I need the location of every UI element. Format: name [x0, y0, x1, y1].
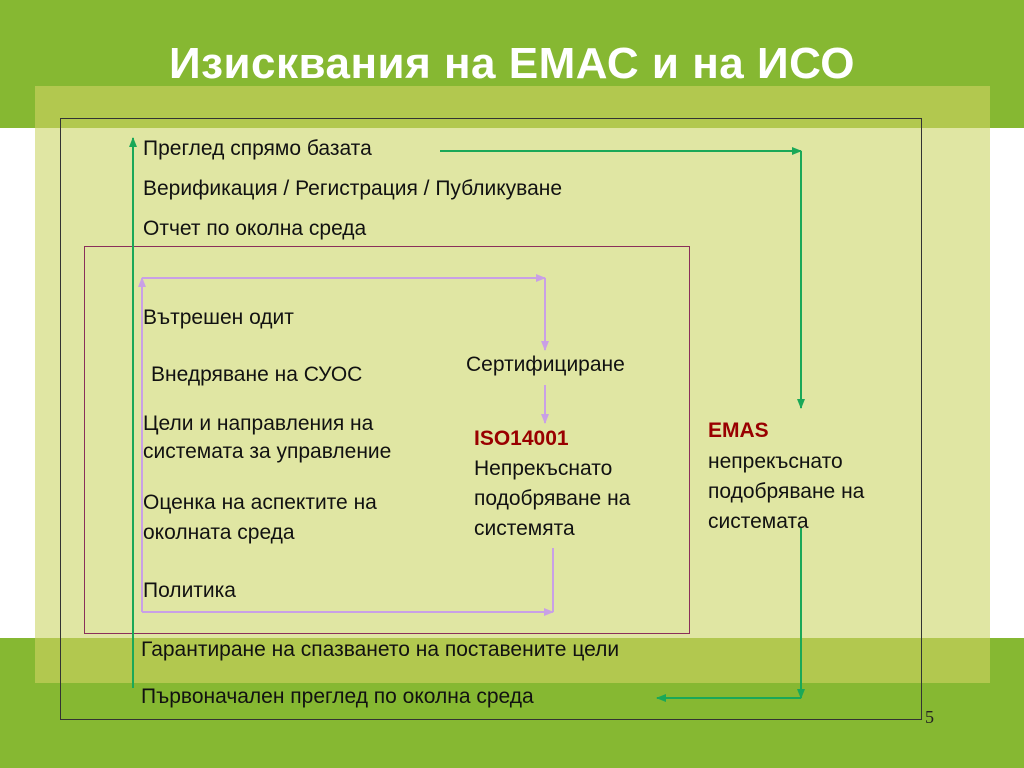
iso-box-line1: Непрекъснато	[474, 457, 613, 480]
step-aspects-line2: околната среда	[143, 521, 295, 544]
emas-box-line2: подобряване на	[708, 480, 865, 503]
step-policy: Политика	[143, 579, 236, 602]
step-objectives-line1: Цели и направления на	[143, 412, 374, 435]
step-certification: Сертифициране	[466, 353, 625, 376]
iso-box-heading: ISO14001	[474, 427, 569, 450]
step-implementation: Внедряване на СУОС	[151, 363, 363, 386]
emas-box-line3: системата	[708, 510, 809, 533]
iso-box-line3: системята	[474, 517, 575, 540]
slide-number: 5	[925, 707, 934, 727]
step-env-report: Отчет по околна среда	[143, 217, 367, 240]
step-objectives-line2: системата за управление	[143, 440, 392, 463]
step-review-baseline: Преглед спрямо базата	[143, 137, 372, 160]
step-aspects-line1: Оценка на аспектите на	[143, 491, 377, 514]
slide-title: Изисквания на ЕМАС и на ИСО	[168, 39, 856, 88]
step-verification: Верификация / Регистрация / Публикуване	[143, 177, 563, 200]
step-initial-review: Първоначален преглед по околна среда	[141, 685, 534, 708]
emas-box-line1: непрекъснато	[708, 450, 843, 473]
iso-box-line2: подобряване на	[474, 487, 631, 510]
step-guarantee: Гарантиране на спазването на поставените цели	[141, 638, 620, 661]
emas-box-heading: EMAS	[708, 419, 769, 442]
step-internal-audit: Вътрешен одит	[143, 306, 294, 329]
